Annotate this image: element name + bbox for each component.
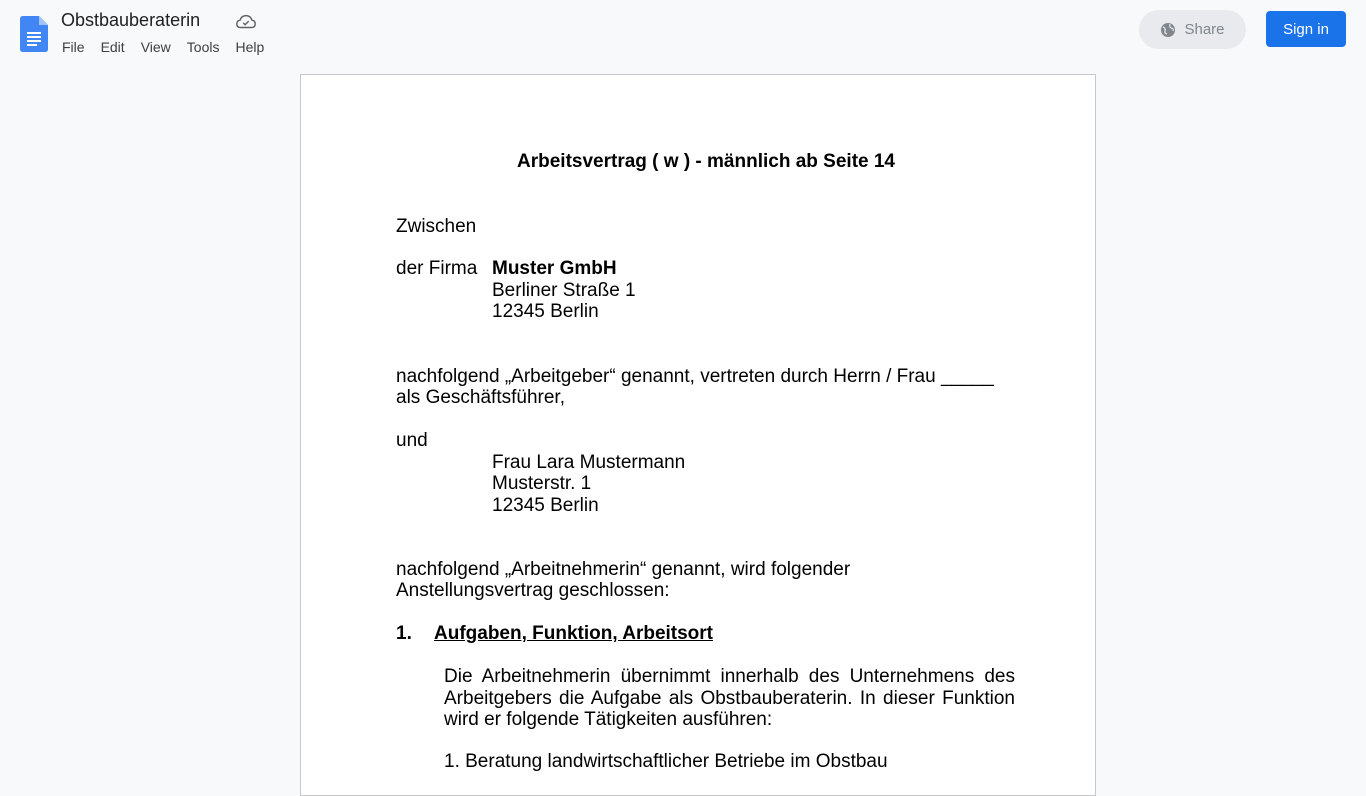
zwischen-text: Zwischen	[396, 216, 477, 237]
sign-in-button[interactable]: Sign in	[1266, 11, 1346, 47]
menu-view[interactable]: View	[140, 39, 171, 55]
share-label: Share	[1184, 21, 1225, 38]
globe-icon	[1160, 22, 1176, 38]
docs-logo-icon[interactable]	[20, 16, 48, 52]
employer-line-2: als Geschäftsführer,	[396, 387, 565, 408]
employee-name: Frau Lara Mustermann	[492, 452, 686, 473]
menu-help[interactable]: Help	[235, 39, 265, 55]
menu-tools[interactable]: Tools	[186, 39, 220, 55]
section-1-number: 1.	[396, 623, 412, 644]
section-1-paragraph: Die Arbeitnehmerin übernimmt innerhalb des Unternehmens des Arbeitgebers die Aufgabe als Obstbauberaterin. In dieser Funktion wird er folgende Tätigkeiten ausführen:	[444, 666, 1015, 730]
employee-line-2: Anstellungsvertrag geschlossen:	[396, 580, 670, 601]
firma-label: der Firma	[396, 258, 478, 279]
employee-street: Musterstr. 1	[492, 473, 592, 494]
employee-line-1: nachfolgend „Arbeitnehmerin“ genannt, wird folgender	[396, 559, 851, 580]
document-page	[300, 74, 1096, 796]
document-title[interactable]: Obstbauberaterin	[61, 10, 201, 30]
employer-line-1: nachfolgend „Arbeitgeber“ genannt, vertreten durch Herrn / Frau _____	[396, 366, 994, 387]
section-1-title: Aufgaben, Funktion, Arbeitsort	[434, 623, 714, 644]
app-header	[0, 0, 1366, 64]
company-name: Muster GmbH	[492, 258, 617, 279]
company-city: 12345 Berlin	[492, 301, 599, 322]
share-button[interactable]	[1139, 10, 1246, 49]
section-1-list-item: 1. Beratung landwirtschaftlicher Betriebe im Obstbau	[444, 751, 888, 772]
contract-title: Arbeitsvertrag ( w ) - männlich ab Seite 14	[517, 151, 895, 172]
und-text: und	[396, 430, 428, 451]
cloud-saved-icon[interactable]	[235, 12, 257, 32]
menu-file[interactable]: File	[62, 39, 85, 55]
menu-bar	[54, 37, 272, 57]
employee-city: 12345 Berlin	[492, 495, 599, 516]
menu-edit[interactable]: Edit	[100, 39, 125, 55]
company-street: Berliner Straße 1	[492, 280, 636, 301]
